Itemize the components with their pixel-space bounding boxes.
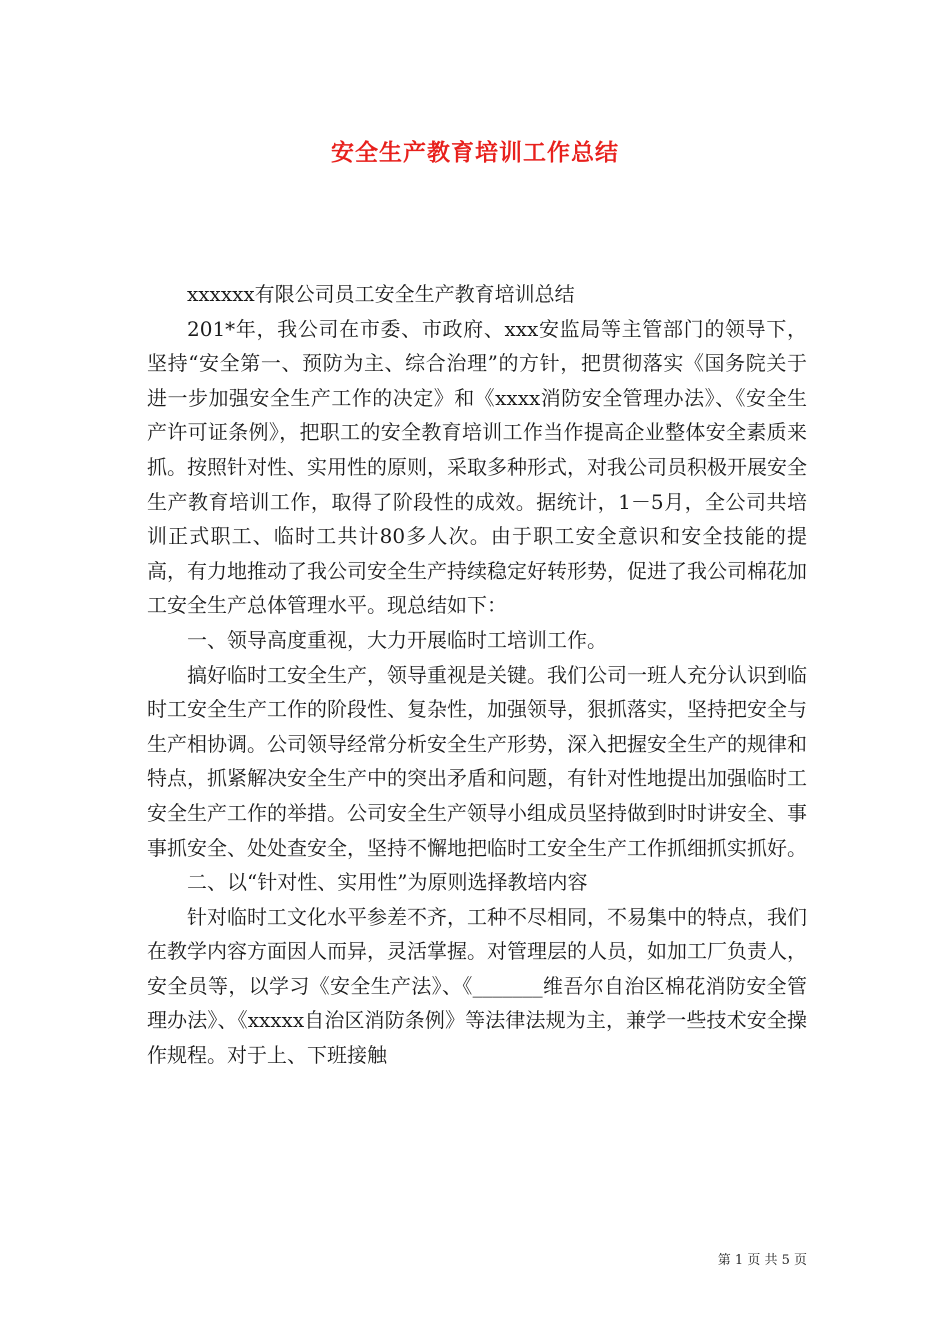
paragraph-section-2: 针对临时工文化水平参差不齐，工种不尽相同，不易集中的特点，我们在教学内容方面因人而异，灵活掌握。对管理层的人员，如加工厂负责人，安全员等，以学习《安全生产法》、《_______维吾尔自治区棉花消防安全管理办法》、《xxxxx自治区消防条例》等法律法规为主，兼学一些技术安全操作规程。对于上、下班接触 [147, 904, 807, 1068]
paragraph-subtitle: xxxxxx有限公司员工安全生产教育培训总结 [187, 282, 575, 306]
section-heading-1: 一、领导高度重视，大力开展临时工培训工作。 [187, 627, 607, 652]
page-number-footer: 第 1 页 共 5 页 [717, 1253, 807, 1268]
document-title: 安全生产教育培训工作总结 [331, 139, 619, 166]
paragraph-section-1: 搞好临时工安全生产，领导重视是关键。我们公司一班人充分认识到临时工安全生产工作的阶段性、复杂性，加强领导，狠抓落实，坚持把安全与生产相协调。公司领导经常分析安全生产形势，深入把握安全生产的规律和特点，抓紧解决安全生产中的突出矛盾和问题，有针对性地提出加强临时工安全生产工作的举措。公司安全生产领导小组成员坚持做到时时讲安全、事事抓安全、处处查安全，坚持不懈地把临时工安全生产工作抓细抓实抓好。 [147, 662, 807, 860]
section-heading-2: 二、以“针对性、实用性”为原则选择教培内容 [187, 870, 588, 895]
paragraph-intro: 201*年，我公司在市委、市政府、xxx安监局等主管部门的领导下，坚持“安全第一、预防为主、综合治理”的方针，把贯彻落实《国务院关于进一步加强安全生产工作的决定》和《xxxx消防安全管理办法》、《安全生产许可证条例》，把职工的安全教育培训工作当作提高企业整体安全素质来抓。按照针对性、实用性的原则，采取多种形式，对我公司员积极开展安全生产教育培训工作，取得了阶段性的成效。据统计，1－5月，全公司共培训正式职工、临时工共计80多人次。由于职工安全意识和安全技能的提高，有力地推动了我公司安全生产持续稳定好转形势，促进了我公司棉花加工安全生产总体管理水平。现总结如下： [147, 316, 807, 618]
document-body [147, 277, 807, 1073]
